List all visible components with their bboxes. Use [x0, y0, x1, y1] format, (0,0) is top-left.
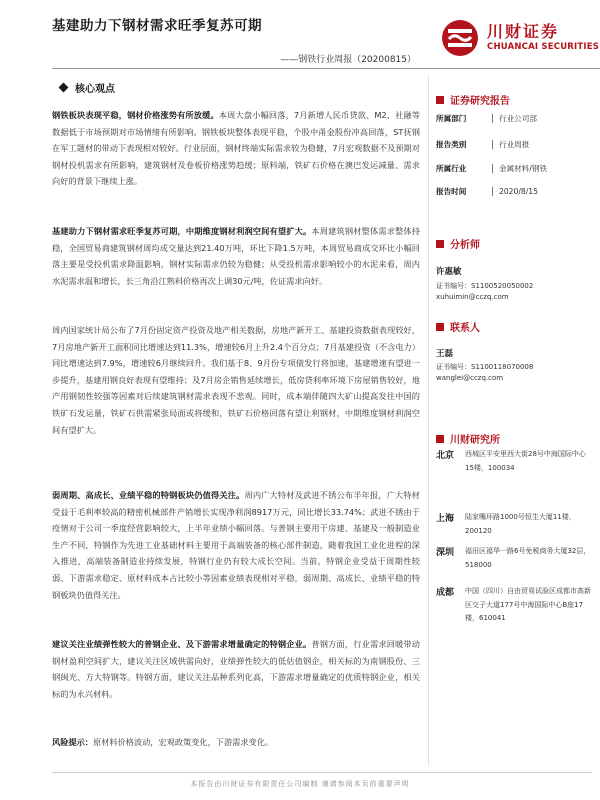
core-paragraph-1: [52, 107, 420, 190]
paragraph-lead: 基建助力下钢材需求旺季复苏可期，中期维度钢材利润空间有望扩大。: [52, 226, 312, 236]
info-value: 2020/8/15: [499, 187, 538, 196]
square-bullet-icon: [436, 96, 444, 104]
research-heading-label: 川财研究所: [450, 435, 500, 446]
footer-divider: [52, 772, 592, 773]
info-value: 行业公司部: [499, 114, 537, 123]
risk-paragraph: [52, 734, 420, 751]
paragraph-body: 普钢方面，行业需求回暖带动钢材盈利空间扩大，建议关注区域供需向好，业绩弹性较大的低估值钢企，相关标的为南钢股份、三钢闽光、方大特钢等。特钢方面，建议关注品种系列化高，下游需求增量确定的优质特钢企业，相关标的为永兴材料。: [52, 639, 420, 699]
info-value: 行业周报: [499, 140, 530, 149]
contact-name: 王磊: [436, 349, 454, 359]
core-paragraph-2: [52, 223, 420, 289]
info-value: 金属材料/钢铁: [499, 164, 548, 173]
paragraph-lead: 建议关注业绩弹性较大的普钢企业、及下游需求增量确定的特钢企业。: [52, 639, 312, 649]
paragraph-body: 本周建筑钢材整体需求整体持稳，全国贸易商建筑钢材周均成交量达到21.40万吨，环比下降1.5万吨，本周贸易商成交环比小幅回落主要是受投机需求降温影响，钢材实际需求仍较为稳健；从受投机需求影响较小的水泥来看，周内水泥需求温和增长，长三角沿江熟料价格再次上调30元/吨，佐证需求向好。: [52, 226, 420, 286]
logo-text-en: CHUANCAI SECURITIES: [487, 42, 600, 52]
info-label: 所属行业: [436, 164, 467, 173]
logo-text-cn: 川财证券: [487, 22, 560, 41]
paragraph-body: 周内广大特材及武进不锈公布半年报，广大特材受益于毛利率较高的精密机械部件产销增长实现净利润8917万元，同比增长33.74%；武进不锈由于疫情对于公司一季度经营影响较大，上半年业绩小幅回落。与普钢主要用于房建、基建及一般制造业生产不同，特钢作为先进工业基础材料主要用于高端装备的核心部件制造，随着我国工业化进程的深入推进，高端装备制造业持续发展，特钢行业仍有较大成长空间。当前，特钢企业受益于周期性较弱、下游需求稳定、原材料成本占比较小等因素业绩表现相对平稳，弱周期、高成长、业绩平稳的特钢板块仍值得关注。: [52, 490, 420, 600]
header-divider: [52, 68, 600, 69]
core-heading-label: 核心观点: [75, 84, 115, 95]
analyst-name: 许惠敏: [436, 267, 462, 277]
info-row-category: [436, 139, 592, 150]
report-subtitle: ——钢铁行业周报（20200815）: [280, 55, 416, 65]
diamond-bullet-icon: [59, 83, 69, 93]
info-separator: [492, 114, 493, 123]
paragraph-body: 周内国家统计局公布了7月份固定资产投资及地产相关数据，房地产新开工、基建投资数据表现较好，7月房地产新开工面积同比增速达到11.3%，增速较6月上升2.4个百分点；7月基建投资（不含电力）同比增速达到7.9%，增速较6月继续回升。我们基于8、9月份专项债发行将加速，基建增速有望进一步提升，基建用钢良好表现有望维持；及7月房企销售延续增长，低房贷利率环境下房屋销售较好，地产用钢韧性较强等因素对后续建筑钢材需求表现不悲观。同时，成本端伴随四大矿山提高发往中国的铁矿石发运量，铁矿石供需紧张局面或将缓和，铁矿石价格回落有望让利钢材，中期维度钢材利润空间有望扩大。: [52, 325, 420, 435]
core-paragraph-5: [52, 636, 420, 702]
contact-cert: 证书编号：S1100118070008: [436, 363, 534, 371]
square-bullet-icon: [436, 435, 444, 443]
location-address: 中国（四川）自由贸易试验区成都市高新区交子大道177号中海国际中心B座17楼，610041: [465, 587, 591, 622]
paragraph-lead: 弱周期、高成长、业绩平稳的特钢板块仍值得关注。: [52, 490, 245, 500]
report-info-heading-label: 证券研究报告: [450, 96, 510, 107]
analyst-cert: 证书编号：S1100520050002: [436, 282, 534, 290]
info-row-department: [436, 113, 592, 124]
square-bullet-icon: [436, 323, 444, 331]
location-city: 上海: [436, 514, 455, 524]
column-divider: [428, 76, 429, 766]
info-separator: [492, 140, 493, 149]
info-label: 所属部门: [436, 114, 467, 123]
contact-heading-label: 联系人: [450, 323, 480, 334]
paragraph-lead: 钢铁板块表现平稳，钢材价格涨势有所放缓。: [52, 110, 219, 120]
paragraph-body: 本周大盘小幅回落，7月新增人民币贷款、M2、社融等数据低于市场预期对市场情绪有所影响。钢铁板块整体表现平稳，个股中甬金股份冲高回落，ST抚钢在军工题材的带动下表现相对较好。行业层面，钢材终端实际需求较为稳健，7月宏观数据不及预期对钢材投机需求有所影响，建筑钢材及卷板价格涨势趋缓；原料端，铁矿石价格在澳巴发运减量、需求向好的背景下继续上涨。: [52, 110, 420, 187]
core-heading: [60, 80, 115, 95]
research-heading: [436, 431, 500, 446]
analyst-heading-label: 分析师: [450, 240, 480, 251]
location-address: 西城区平安里西大街28号中海国际中心15楼，100034: [465, 450, 586, 472]
info-row-date: [436, 186, 592, 197]
location-city: 北京: [436, 451, 455, 461]
analyst-email[interactable]: xuhuimin@cczq.com: [436, 293, 509, 301]
info-label: 报告类别: [436, 140, 467, 149]
report-title: 基建助力下钢材需求旺季复苏可期: [52, 18, 262, 34]
contact-email[interactable]: wanglei@cczq.com: [436, 374, 504, 382]
core-paragraph-4: [52, 487, 420, 603]
contact-heading: [436, 319, 480, 334]
chuancai-logo-icon: [440, 18, 480, 58]
core-paragraph-3: [52, 322, 420, 438]
location-city: 深圳: [436, 548, 455, 558]
square-bullet-icon: [436, 240, 444, 248]
location-address: 福田区福华一路6号免税商务大厦32层，518000: [465, 547, 591, 569]
info-separator: [492, 164, 493, 173]
analyst-heading: [436, 236, 480, 251]
info-label: 报告时间: [436, 187, 467, 196]
paragraph-body: 原材料价格波动，宏观政策变化，下游需求变化。: [92, 737, 274, 747]
info-row-industry: [436, 163, 592, 174]
report-info-heading: [436, 92, 510, 107]
location-city: 成都: [436, 588, 455, 598]
location-address: 陆家嘴环路1000号恒生大厦11楼，200120: [465, 513, 576, 535]
paragraph-lead: 风险提示：: [52, 737, 93, 747]
footer-disclaimer: 本报告由川财证券有限责任公司编制 谨请参阅本页的重要声明: [190, 780, 410, 788]
info-separator: [492, 187, 493, 196]
